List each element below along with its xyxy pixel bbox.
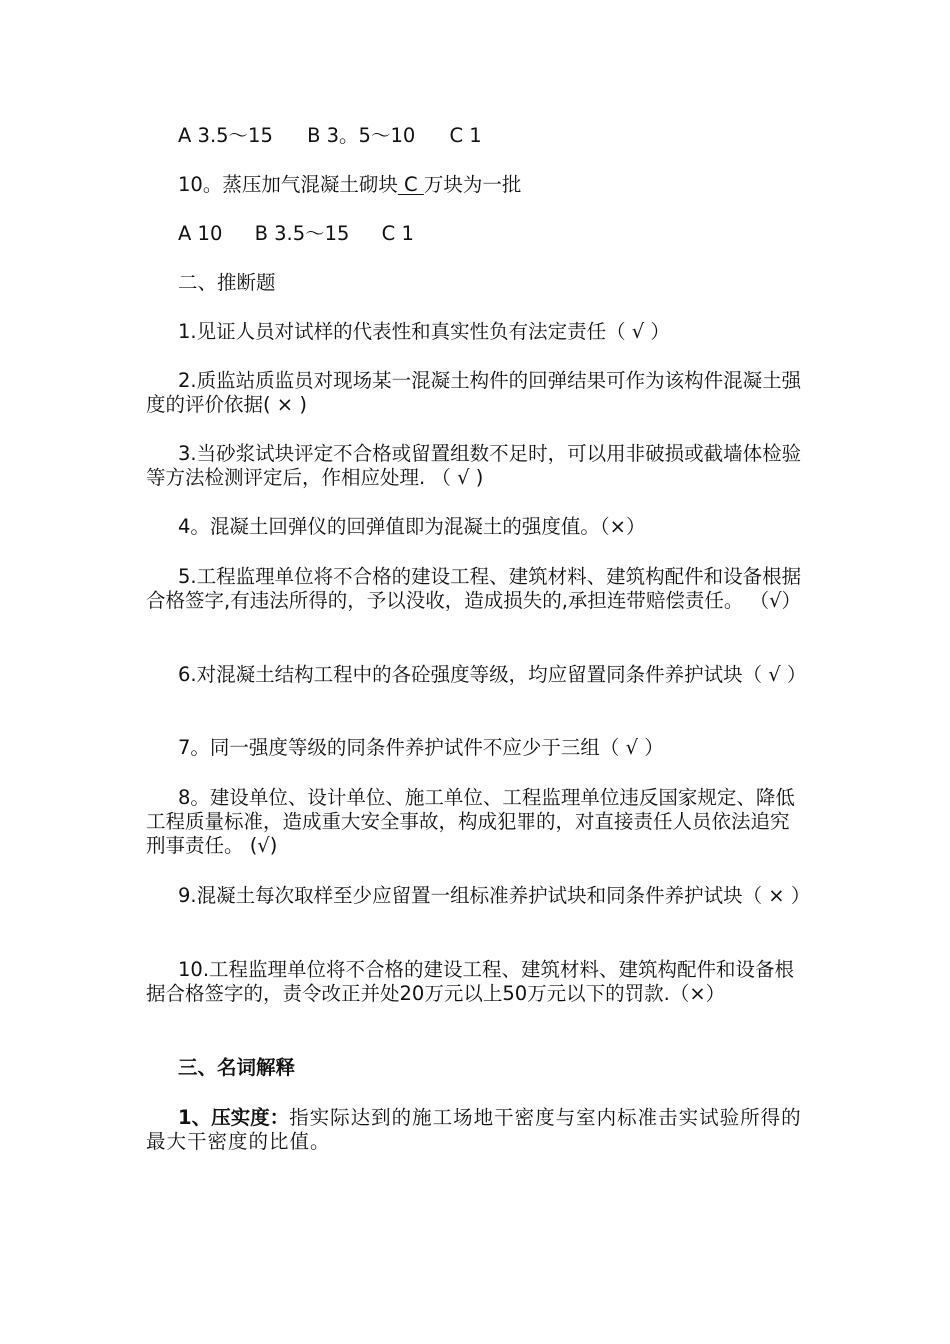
q10-text-after: 万块为一批 [423, 173, 522, 196]
judgment-item-2: 2.质监站质监员对现场某一混凝土构件的回弹结果可作为该构件混凝土强度的评价依据( × ) [146, 369, 802, 416]
q9-option-c: C 1 [449, 124, 482, 147]
term-definition-1 [146, 1106, 806, 1154]
q10-option-a: A 10 [178, 222, 223, 245]
judgment-item-1: 1.见证人员对试样的代表性和真实性负有法定责任（ √ ） [178, 320, 670, 343]
judgment-item-9: 9.混凝土每次取样至少应留置一组标准养护试块和同条件养护试块（ × ） [178, 884, 811, 907]
q9-options-line [146, 124, 806, 148]
q10-option-c: C 1 [381, 222, 414, 245]
judgment-item-5: 5.工程监理单位将不合格的建设工程、建筑材料、建筑构配件和设备根据合格签字,有违法所得的，予以没收，造成损失的,承担连带赔偿责任。 （√） [146, 565, 802, 612]
judgment-item-10: 10.工程监理单位将不合格的建设工程、建筑材料、建筑构配件和设备根据合格签字的，责令改正并处20万元以上50万元以下的罚款.（×） [146, 958, 795, 1005]
q10-options-line [146, 222, 806, 246]
section3-heading: 三、名词解释 [178, 1056, 296, 1079]
term-definition-text: 指实际达到的施工场地干密度与室内标准击实试验所得的最大干密度的比值。 [146, 1106, 802, 1153]
q10-text-before: 10。蒸压加气混凝土砌块 [178, 173, 398, 196]
judgment-item-7: 7。同一强度等级的同条件养护试件不应少于三组（ √ ） [178, 736, 664, 759]
q9-option-a: A 3.5～15 [178, 124, 273, 147]
term-label: 1、压实度： [178, 1106, 290, 1129]
judgment-item-6: 6.对混凝土结构工程中的各砼强度等级，均应留置同条件养护试块（ √ ） [178, 663, 807, 686]
judgment-item-8: 8。建设单位、设计单位、施工单位、工程监理单位违反国家规定、降低工程质量标准，造成重大安全事故，构成犯罪的，对直接责任人员依法追究刑事责任。 (√) [146, 786, 795, 857]
q9-option-b: B 3。5～10 [307, 124, 416, 147]
q10-option-b: B 3.5～15 [254, 222, 350, 245]
judgment-item-3: 3.当砂浆试块评定不合格或留置组数不足时，可以用非破损或截墙体检验等方法检测评定后，作相应处理. （ √ ) [146, 442, 802, 489]
q10-question [146, 173, 806, 197]
q10-answer: C [397, 173, 424, 196]
judgment-item-4: 4。混凝土回弹仪的回弹值即为混凝土的强度值。（×） [178, 515, 646, 538]
section2-heading: 二、推断题 [178, 271, 276, 294]
